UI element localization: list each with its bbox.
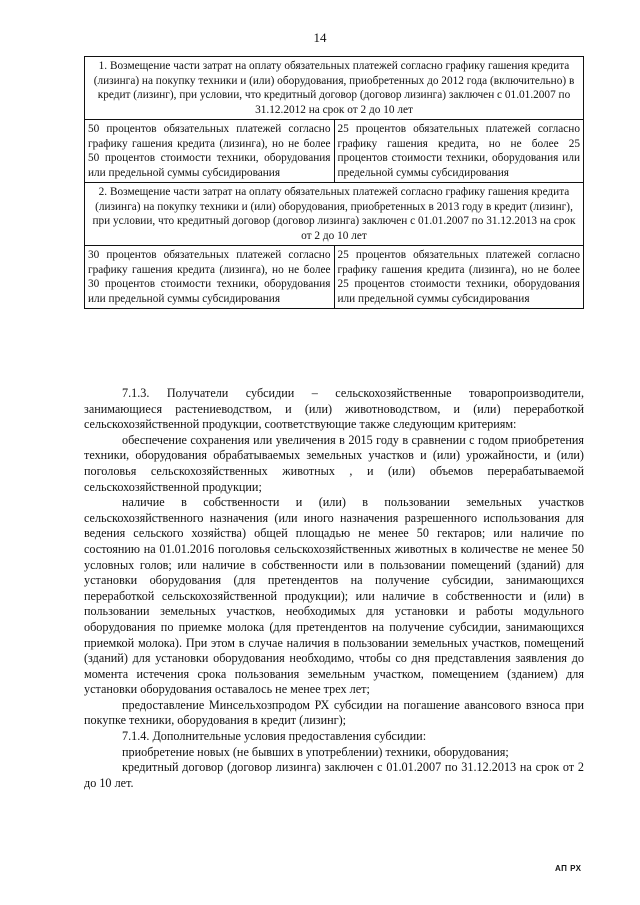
paragraph-criterion-advance-payment: предоставление Минсельхозпродом РХ субсидии на погашение авансового взноса при покупке техники, оборудования в кредит (лизинг); — [84, 697, 584, 728]
section-2-heading: 2. Возмещение части затрат на оплату обязательных платежей согласно графику гашения кредита (лизинга) на покупку техники и (или) оборудования, приобретенных в 2013 году в кредит (лизинг), при условии, что кредитный договор (договор лизинга) заключен с 01.01.2007 по 31.12.2013 на срок от 2 до 10 лет — [85, 183, 584, 246]
paragraph-7-1-3: 7.1.3. Получатели субсидии – сельскохозяйственные товаропроизводители, занимающиеся растениеводством, и (или) животноводством, и (или) переработкой сельскохозяйственной продукции, соответствующие также следующим критериям: — [84, 386, 584, 432]
section-2-right-cell: 25 процентов обязательных платежей согласно графику гашения кредита (лизинга), но не более 25 процентов стоимости техники, оборудования или предельной суммы субсидирования — [334, 246, 584, 309]
paragraph-criterion-land-ownership: наличие в собственности и (или) в пользовании земельных участков сельскохозяйственного назначения (или иного назначения разрешенного использования для ведения сельского хозяйства) общей площадью не менее 50 гектаров; или наличие по состоянию на 01.01.2016 поголовья сельскохозяйственных животных в количестве не менее 50 условных голов; или наличие в собственности или в пользовании помещений (зданий) для установки оборудования (для претендентов на получение субсидии, занимающихся переработкой сельскохозяйственной продукции); или наличие в собственности и (или) в пользовании земельных участков, необходимых для установки и работы модульного оборудования по приемке молока (для претендентов на получение субсидии, занимающихся приемкой молока). При этом в случае наличия в пользовании земельных участков, помещений (зданий) для установки оборудования необходимо, чтобы со дня представления заявления до момента истечения срока пользования земельным участком, помещением (зданием) для установки оборудования оставалось не менее трех лет; — [84, 495, 584, 697]
section-1-right-cell: 25 процентов обязательных платежей согласно графику гашения кредита, но не более 25 процентов стоимости техники, оборудования или предельной суммы субсидирования — [334, 120, 584, 183]
table-row — [85, 120, 584, 183]
section-1-left-cell: 50 процентов обязательных платежей согласно графику гашения кредита (лизинга), но не более 50 процентов стоимости техники, оборудования или предельной суммы субсидирования — [85, 120, 335, 183]
table-row — [85, 183, 584, 246]
section-1-heading: 1. Возмещение части затрат на оплату обязательных платежей согласно графику гашения кредита (лизинга) на покупку техники и (или) оборудования, приобретенных до 2012 года (включительно) в кредит (лизинг), при условии, что кредитный договор (договор лизинга) заключен с 01.01.2007 по 31.12.2012 на срок от 2 до 10 лет — [85, 57, 584, 120]
section-2-left-cell: 30 процентов обязательных платежей согласно графику гашения кредита (лизинга), но не более 30 процентов стоимости техники, оборудования или предельной суммы субсидирования — [85, 246, 335, 309]
document-body — [84, 386, 584, 791]
paragraph-condition-new-equipment: приобретение новых (не бывших в употреблении) техники, оборудования; — [122, 744, 509, 759]
paragraph-criterion-preservation: обеспечение сохранения или увеличения в 2015 году в сравнении с годом приобретения техники, оборудования обрабатываемых земельных участков и (или) урожайности, и (или) поголовья сельскохозяйственных животных , и (или) объемов перерабатываемой сельскохозяйственной продукции; — [84, 432, 584, 494]
footer-stamp-mark: АП РХ — [555, 864, 582, 873]
subsidy-rates-table — [84, 56, 584, 309]
paragraph-7-1-4: 7.1.4. Дополнительные условия предоставления субсидии: — [122, 729, 427, 744]
page-number: 14 — [313, 30, 327, 45]
table-row — [85, 57, 584, 120]
table-row — [85, 246, 584, 309]
paragraph-condition-contract-dates: кредитный договор (договор лизинга) заключен с 01.01.2007 по 31.12.2013 на срок от 2 до 10 лет. — [84, 760, 584, 790]
